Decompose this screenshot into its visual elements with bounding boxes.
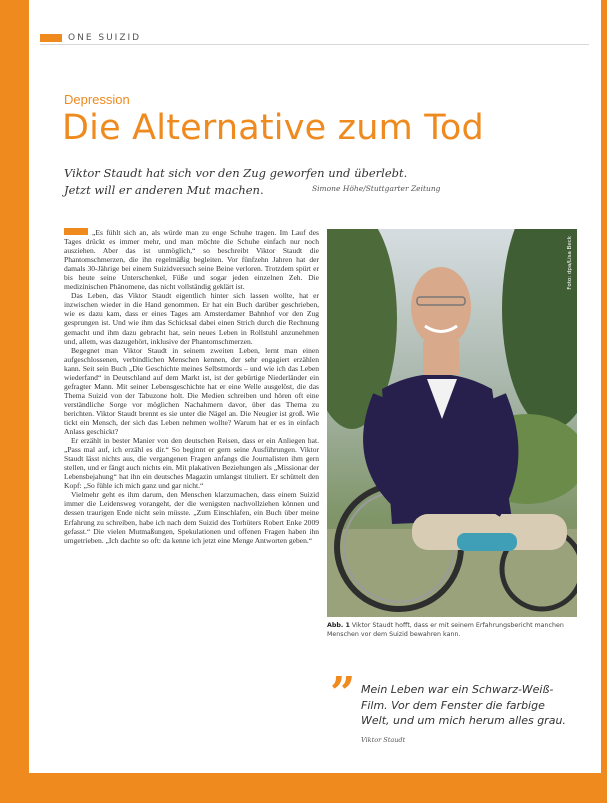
article-deck xyxy=(64,165,444,199)
section-marker xyxy=(40,34,62,42)
pull-quote: Mein Leben war ein Schwarz-Weiß-Film. Vor dem Fenster die farbige Welt, und um mich herum alles grau. xyxy=(361,683,566,727)
deck-line-1: Viktor Staudt hat sich vor den Zug geworfen und überlebt. xyxy=(64,166,408,180)
quote-author: Viktor Staudt xyxy=(361,736,406,744)
article-photo xyxy=(327,229,577,617)
paragraph-start-marker xyxy=(64,228,88,235)
photo-caption xyxy=(327,622,577,639)
article-headline: Die Alternative zum Tod xyxy=(62,108,484,148)
body-paragraph xyxy=(64,228,319,291)
body-paragraph-text: „Es fühlt sich an, als würde man zu enge Schuhe tragen. Im Lauf des Tages drückt es immer mehr, und man möchte die Schuhe einfach nur noch ausziehen. Aber das ist unmöglich,“ so beschreibt Viktor Staudt die Phantomschmerzen, die ihn regelmäßig begleiten. Vor fünfzehn Jahren hat der damals 30-Jährige bei einem Suizidversuch seine Beine verloren. Trotzdem spürt er bis heute seine Unterschenkel, Füße und sogar jeden einzelnen Zeh. Die medizinischen Phänomene, das nicht vollständig geklärt ist. xyxy=(64,228,319,292)
article-body xyxy=(64,228,319,758)
page-frame-right xyxy=(601,0,607,803)
photo-copyright: Foto: dpa/Lisa Beck xyxy=(567,236,573,290)
body-paragraph: Begegnet man Viktor Staudt in seinem zweiten Leben, lernt man einen aufgeschlossenen, verbindlichen Menschen kennen, der sehr engagiert erzählen kann. Seit sein Buch „Die Geschichte meines Selbstmords – und wie ich das Leben wiederfand“ in Deutschland auf dem Markt ist, ist der gebürtige Niederländer ein gefragter Mann. Mit seiner Lebensgeschichte hat er eine Welle ausgelöst, die das Thema Suizid von der Tabuzone holt. Die Medien schreiben und hören oft eine verständliche Sorge vor möglichen Nachahmern davor, über das Thema zu berichten. Viktor Staudt brennt es sie unter die Nägel an. Die Neugier ist groß. Wie tickt ein Mensch, der sich das Leben nehmen wollte? Warum hat er es in einfach Anlass geschickt? xyxy=(64,345,319,437)
person-arm-right xyxy=(487,399,503,509)
body-paragraph: Vielmehr geht es ihm darum, den Menschen klarzumachen, dass einem Suizid immer die Leidensweg vorangeht, der die wenigsten nachvollziehen können und dessen traurigen Ende nicht sein müsste. „Zum Einschlafen, ein Buch über meine Erfahrung zu schreiben, habe ich nach dem Suizid des Torhüters Robert Enke 2009 gefasst.“ Die vielen Mutmaßungen, Spekulationen und offenen Fragen haben ihn umgetrieben. „Ich dachte so oft: da kenne ich jetzt eine Menge Antworten geben.“ xyxy=(64,490,319,545)
quote-mark-icon: ” xyxy=(330,668,356,719)
deck-line-2: Jetzt will er anderen Mut machen. xyxy=(64,183,264,197)
caption-label: Abb. 1 xyxy=(327,622,350,629)
article-kicker: Depression xyxy=(64,92,130,107)
body-paragraph: Er erzählt in bester Manier von den deutschen Reisen, dass er ein Anliegen hat. „Pass mal auf, ich erzähl es dir.“ So beginnt er gern seine Ausführungen. Viktor Staudt lässt nichts aus, die vergangenen Fragen anfangs die Journalisten ihm gern stellen, und er fängt auch nichts ein. Mit plakativen Beziehungen als „Missionar der Lebensbejahung“ hat ihn ein deutsches Magazin umlangst tituliert. Er schüttelt den Kopf: „So fühle ich mich ganz und gar nicht.“ xyxy=(64,436,319,491)
section-header xyxy=(40,33,141,43)
photo-illustration xyxy=(327,229,577,617)
section-label: ONE SUIZID xyxy=(68,33,142,43)
tree-right xyxy=(502,229,577,429)
author-credit: Simone Höhe/Stuttgarter Zeitung xyxy=(312,184,441,193)
person-neck xyxy=(423,341,459,375)
page-frame-left xyxy=(0,0,29,803)
header-rule xyxy=(40,44,589,45)
footrest-cushion xyxy=(457,533,517,551)
body-paragraph: Das Leben, das Viktor Staudt eigentlich hinter sich lassen wollte, hat er inzwischen wieder in die Hand genommen. Er hat ein Buch darüber geschrieben, wie es dazu kam, dass er eines Tages am Amsterdamer Bahnhof vor den Zug gesprungen ist. Und wie ihm das Schicksal dabei einen Strich durch die Rechnung gemacht und ihm dazu gebracht hat, sein neues Leben in Rollstuhl anzunehmen und, allem, was dazugehört, inklusive der Phantomschmerzen. xyxy=(64,291,319,346)
page-frame-bottom xyxy=(0,773,607,803)
person-head xyxy=(411,267,471,347)
caption-text: Viktor Staudt hofft, dass er mit seinem Erfahrungsbericht manchen Menschen vor dem Suizid bewahren kann. xyxy=(327,622,564,638)
